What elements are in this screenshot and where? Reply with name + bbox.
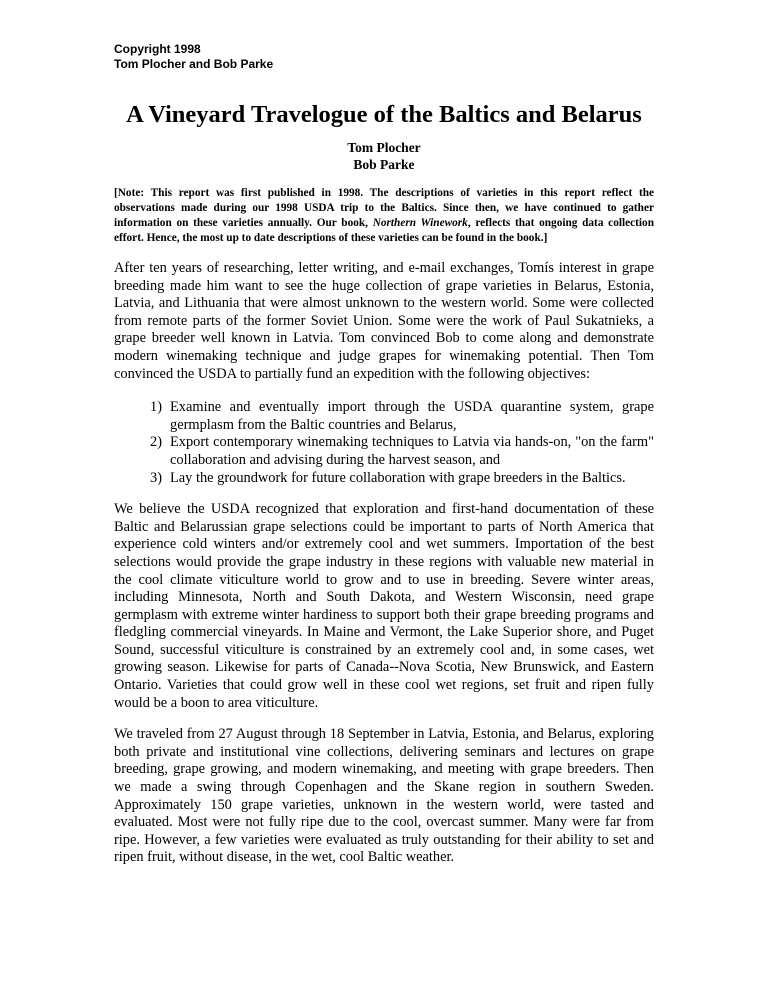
objectives-list — [114, 399, 654, 487]
book-title: Northern Winework — [372, 217, 468, 229]
copyright-notice — [114, 42, 654, 72]
copyright-holders: Tom Plocher and Bob Parke — [114, 57, 274, 71]
list-item — [150, 470, 654, 488]
list-item-number: 2) — [150, 434, 162, 451]
list-item-text: Examine and eventually import through the USDA quarantine system, grape germplasm from the Baltic countries and Belarus, — [170, 399, 654, 433]
list-item-text: Lay the groundwork for future collaboration with grape breeders in the Baltics. — [170, 469, 626, 486]
body-paragraph: After ten years of researching, letter writing, and e-mail exchanges, Tomís interest in grape breeding made him want to see the huge collection of grape varieties in Belarus, Estonia, Latvia, and Lithuania that were almost unknown to the western world. Some were collected from remote parts of the former Soviet Union. Some were the work of Paul Sukatnieks, a grape breeder well known in Latvia. Tom convinced Bob to come along and demonstrate modern winemaking technique and judge grapes for winemaking potential. Then Tom convinced the USDA to partially fund an expedition with the following objectives: — [114, 260, 654, 382]
document-title: A Vineyard Travelogue of the Baltics and Belarus — [126, 101, 642, 128]
document-page — [114, 42, 654, 867]
author-list — [114, 139, 654, 173]
body-paragraph: We believe the USDA recognized that exploration and first-hand documentation of these Baltic and Belarussian grape selections could be important to parts of North America that experience cold winters and/or extremely cool and wet summers. Importation of the best selections would provide the grape industry in these regions with valuable new material in the cool climate viticulture world to grow and to use in breeding. Severe winter areas, including Minnesota, North and South Dakota, and Western Wisconsin, need grape germplasm with extreme winter hardiness to support both their grape breeding programs and fledgling commercial vineyards. In Maine and Vermont, the Lake Superior shore, and Puget Sound, successful viticulture is constrained by an extremely cool and, in some cases, wet growing season. Likewise for parts of Canada--Nova Scotia, New Brunswick, and Eastern Ontario. Varieties that could grow well in these cool wet regions, set fruit and ripen fully would be a boon to area viticulture. — [114, 501, 654, 711]
copyright-year: Copyright 1998 — [114, 42, 201, 56]
note-text: , reflects that ongoing data collection effort. Hence, the most up to date descriptions of these varieties can be found in the book.] — [114, 217, 654, 244]
body-paragraph: We traveled from 27 August through 18 September in Latvia, Estonia, and Belarus, exploring both private and institutional vine collections, delivering seminars and lectures on grape breeding, grape growing, and modern winemaking, and meeting with grape breeders. Then we made a swing through Copenhagen and the Skane region in southern Sweden. Approximately 150 grape varieties, unknown in the western world, were tasted and evaluated. Most were not fully ripe due to the cool, overcast summer. Many were far from ripe. However, a few varieties were evaluated as truly outstanding for their ability to set and ripen fruit, without disease, in the wet, cool Baltic weather. — [114, 726, 654, 866]
list-item — [150, 434, 654, 469]
author-name: Bob Parke — [353, 157, 415, 172]
list-item-number: 1) — [150, 399, 162, 416]
list-item-number: 3) — [150, 469, 162, 486]
list-item — [150, 399, 654, 434]
editorial-note — [114, 186, 654, 246]
list-item-text: Export contemporary winemaking techniques to Latvia via hands-on, "on the farm" collaboration and advising during the harvest season, and — [170, 434, 654, 468]
note-text: [Note: This report was first published in 1998. The descriptions of varieties in this report reflect the observations made during our 1998 USDA trip to the Baltics. Since then, we have continued to gather information on these varieties annually. Our book, — [114, 187, 654, 229]
author-name: Tom Plocher — [347, 140, 421, 155]
